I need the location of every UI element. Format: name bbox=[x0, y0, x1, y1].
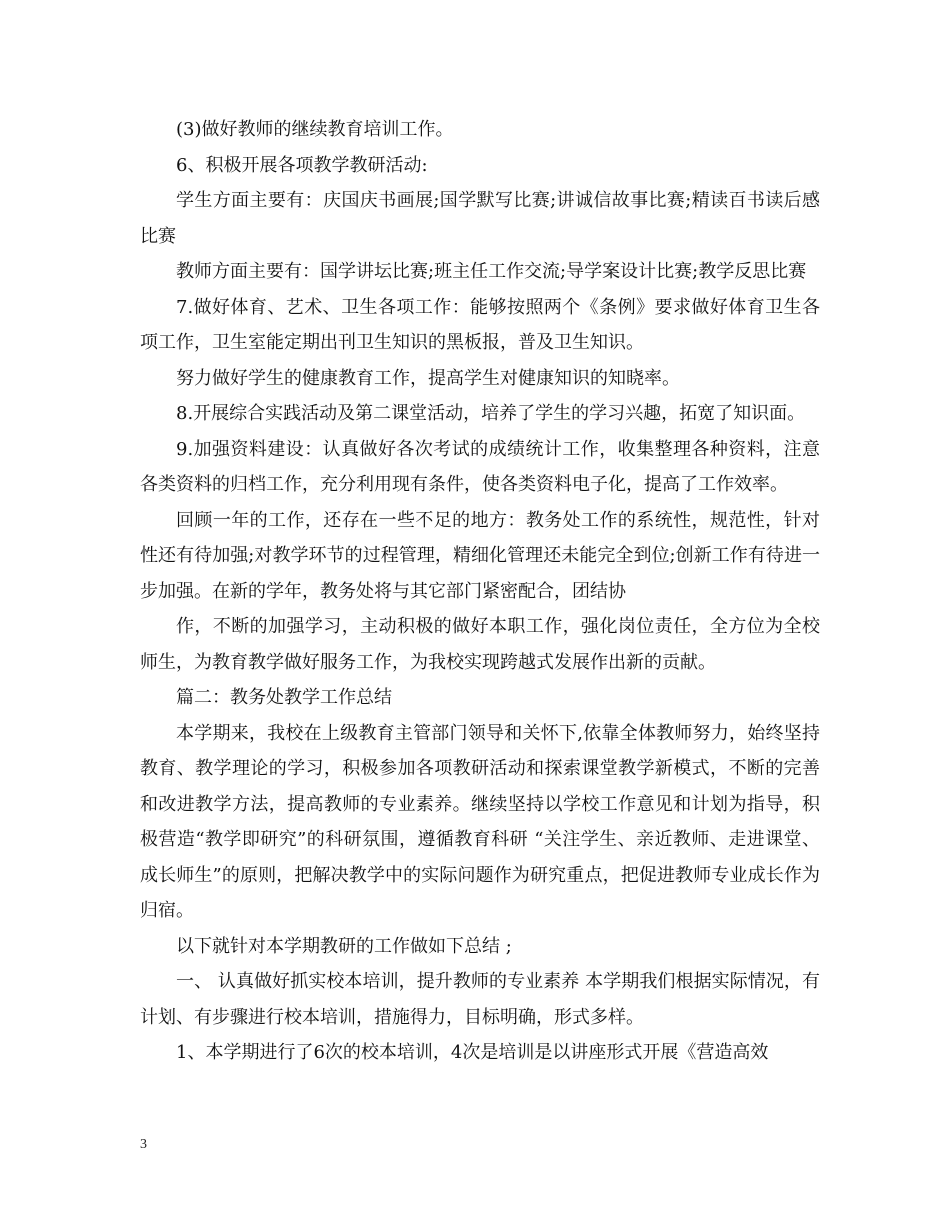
paragraph: 回顾一年的工作，还存在一些不足的地方：教务处工作的系统性，规范性，针对性还有待加强;对教学环节的过程管理，精细化管理还未能完全到位;创新工作有待进一步加强。在新的学年，教务处将与其它部门紧密配合，团结协 bbox=[140, 509, 820, 602]
paragraph: (3)做好教师的继续教育培训工作。 bbox=[176, 119, 454, 140]
paragraph: 8.开展综合实践活动及第二课堂活动，培养了学生的学习兴趣，拓宽了知识面。 bbox=[176, 403, 806, 424]
paragraph: 作，不断的加强学习，主动积极的做好本职工作，强化岗位责任，全方位为全校师生，为教育教学做好服务工作，为我校实现跨越式发展作出新的贡献。 bbox=[140, 616, 820, 673]
page-number: 3 bbox=[140, 1137, 147, 1152]
paragraph: 学生方面主要有：庆国庆书画展;国学默写比赛;讲诚信故事比赛;精读百书读后感比赛 bbox=[140, 190, 820, 247]
paragraph: 7.做好体育、艺术、卫生各项工作：能够按照两个《条例》要求做好体育卫生各项工作，卫生室能定期出刊卫生知识的黑板报，普及卫生知识。 bbox=[140, 296, 820, 353]
paragraph: 9.加强资料建设：认真做好各次考试的成绩统计工作，收集整理各种资料，注意各类资料的归档工作，充分利用现有条件，使各类资料电子化，提高了工作效率。 bbox=[140, 438, 820, 495]
paragraph: 教师方面主要有：国学讲坛比赛;班主任工作交流;导学案设计比赛;教学反思比赛 bbox=[176, 261, 807, 282]
paragraph: 本学期来，我校在上级教育主管部门领导和关怀下,依靠全体教师努力，始终坚持教育、教学理论的学习，积极参加各项教研活动和探索课堂教学新模式，不断的完善和改进教学方法，提高教师的专业素养。继续坚持以学校工作意见和计划为指导，积极营造“教学即研究”的科研氛围，遵循教育科研 “关注学生、亲近教师、走进课堂、成长师生”的原则，把解决教学中的实际问题作为研究重点，把促进教师专业成长作为归宿。 bbox=[140, 722, 820, 921]
paragraph: 努力做好学生的健康教育工作，提高学生对健康知识的知晓率。 bbox=[176, 367, 680, 389]
section-heading: 篇二：教务处教学工作总结 bbox=[176, 687, 392, 708]
paragraph: 6、积极开展各项教学教研活动: bbox=[176, 154, 428, 176]
document-body bbox=[140, 112, 820, 1071]
paragraph: 一、 认真做好抓实校本培训，提升教师的专业素养 本学期我们根据实际情况，有计划、有步骤进行校本培训，措施得力，目标明确，形式多样。 bbox=[140, 971, 820, 1028]
paragraph: 1、本学期进行了6次的校本培训，4次是培训是以讲座形式开展《营造高效 bbox=[176, 1042, 769, 1063]
paragraph: 以下就针对本学期教研的工作做如下总结 ; bbox=[176, 935, 512, 957]
